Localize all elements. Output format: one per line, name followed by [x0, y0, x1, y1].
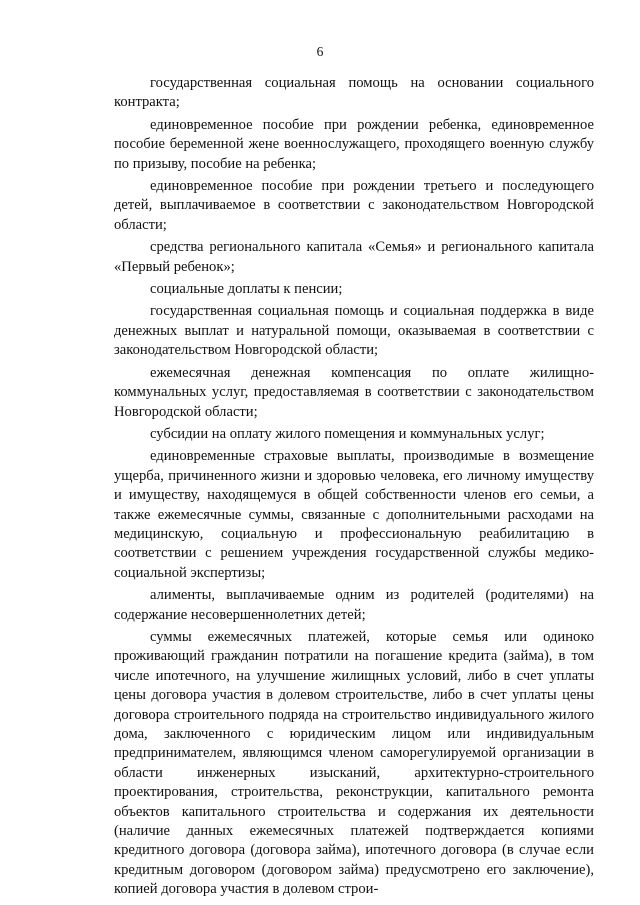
paragraph-housing-subsidies: субсидии на оплату жилого помещения и коммунальных услуг; [150, 425, 545, 442]
paragraph-housing-compensation: ежемесячная денежная компенсация по оплате жилищно-коммунальных услуг, предоставляемая в соответствии с законодательством Новгородской области; [114, 364, 594, 420]
paragraph-pension-supplements: социальные доплаты к пенсии; [150, 281, 343, 298]
page-number: 6 [316, 44, 324, 59]
paragraph-loan-payments: суммы ежемесячных платежей, которые семья или одиноко проживающий гражданин потратили на погашение кредита (займа), в том числе ипотечного, на улучшение жилищных условий, либо в счет уплаты цены договора участия в долевом строительстве, либо в счет уплаты цены договора строительного подряда на строительство индивидуального жилого дома, заключенного с юридическим лицом или индивидуальным предпринимателем, являющимся членом саморегулируемой организации в области инженерных изысканий, архитектурно-строительного проектирования, строительства, реконструкции, капитального ремонта объектов капитального строительства и содержания их деятельности (наличие данных ежемесячных платежей подтверждается копиями кредитного договора (договора займа), ипотечного договора (в случае если кредитным договором (договором займа) предусмотрено его заключение), копией договора участия в долевом строи- [114, 628, 594, 898]
paragraph-birth-allowance: единовременное пособие при рождении ребенка, единовременное пособие беременной жене военнослужащего, проходящего военную службу по призыву, пособие на ребенка; [114, 116, 594, 172]
paragraph-insurance-payments: единовременные страховые выплаты, производимые в возмещение ущерба, причиненного жизни и здоровью человека, его личному имуществу и имуществу, находящемуся в общей собственности членов его семьи, а также ежемесячные суммы, связанные с дополнительными расходами на медицинскую, социальную и профессиональную реабилитацию в соответствии с решением учреждения государственной службы медико-социальной экспертизы; [114, 448, 594, 581]
paragraph-third-child-allowance: единовременное пособие при рождении третьего и последующего детей, выплачиваемое в соответствии с законодательством Новгородской области; [114, 178, 594, 233]
paragraph-alimony: алименты, выплачиваемые одним из родителей (родителями) на содержание несовершеннолетних детей; [114, 587, 594, 623]
body-text [114, 74, 594, 903]
paragraph-regional-capital: средства регионального капитала «Семья» и регионального капитала «Первый ребенок»; [114, 239, 594, 275]
paragraph-state-social-assistance: государственная социальная помощь на основании социального контракта; [114, 75, 594, 111]
paragraph-social-support: государственная социальная помощь и социальная поддержка в виде денежных выплат и натуральной помощи, оказываемая в соответствии с законодательством Новгородской области; [114, 303, 594, 359]
